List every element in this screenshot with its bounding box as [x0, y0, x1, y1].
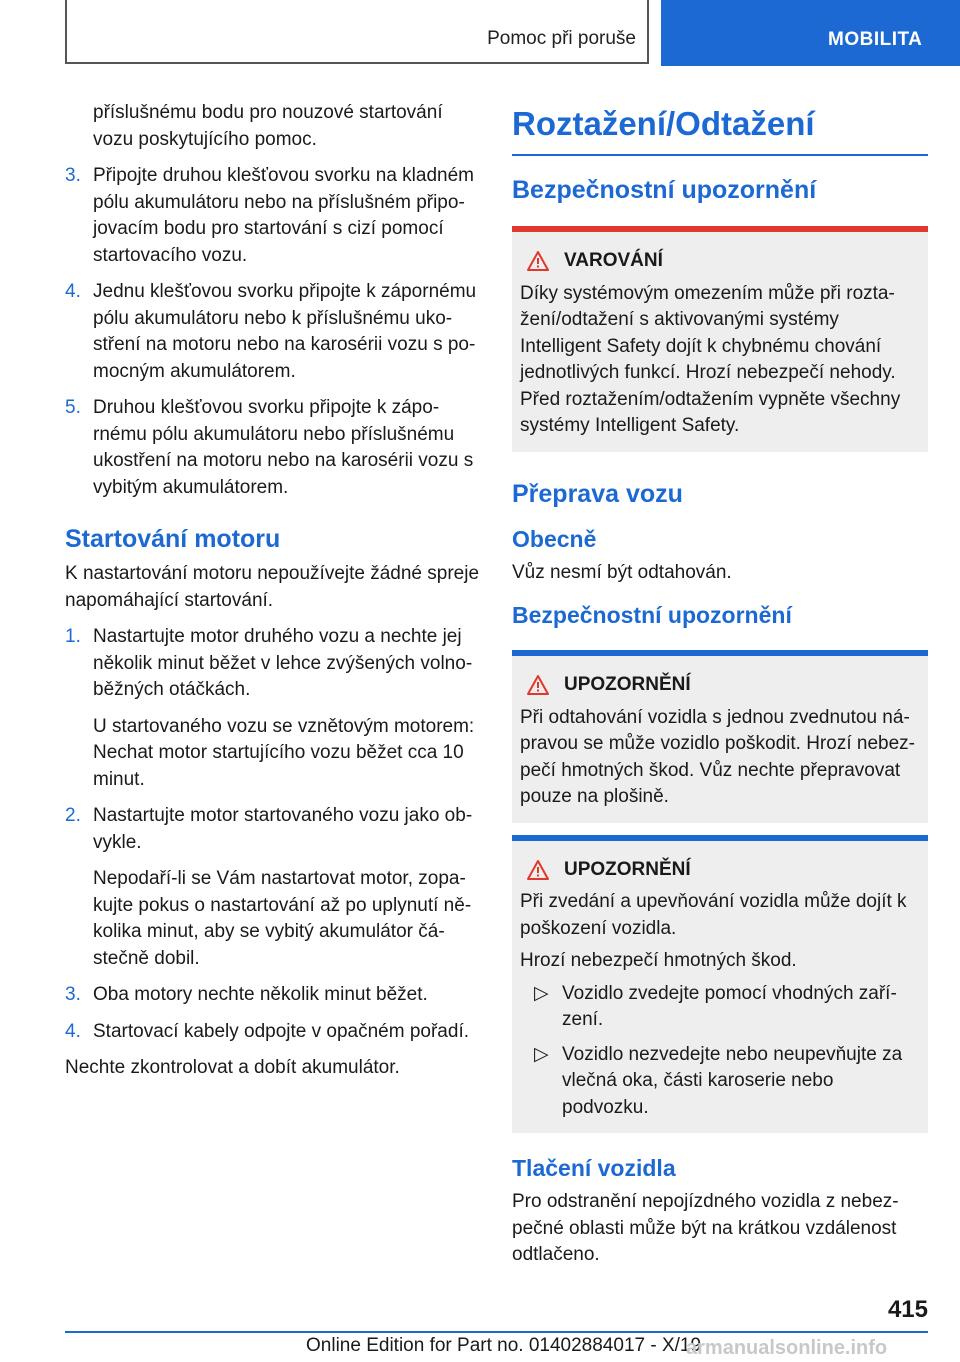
step-number: 3. [65, 984, 81, 1005]
notice-label: UPOZORNĚNÍ [564, 858, 691, 880]
warning-triangle-icon [526, 674, 550, 696]
intro-text: příslušnému bodu pro nouzové startování vozu poskytujícího pomoc. [93, 102, 443, 150]
general-text: Vůz nesmí být odtahován. [512, 561, 732, 583]
list-item [520, 981, 920, 1034]
notice-text: Hrozí nebezpečí hmotných škod. [520, 950, 797, 971]
closing-text: Nechte zkontrolovat a dobít akumulátor. [65, 1057, 400, 1078]
warning-box [512, 226, 928, 452]
page-header [0, 0, 960, 66]
footer-divider [65, 1331, 928, 1333]
list-item [65, 279, 480, 385]
left-column [65, 100, 480, 1092]
step-text: Připojte druhou klešťovou svorku na kladném pólu akumulátoru nebo na příslušném připojovacím bodu pro startování s cizí pomocí startovacího vozu. [93, 165, 475, 266]
step-number: 4. [65, 281, 81, 302]
step-extra: Nepodaří-li se Vám nastartovat motor, zopakujte pokus o nastartování až po uplynutí několika minut, aby se vybitý akumulátor částečně dobil. [93, 868, 472, 969]
notice-title [520, 672, 920, 699]
warning-triangle-icon [526, 250, 550, 272]
list-item [65, 982, 480, 1009]
bullet-text: Vozidlo nezvedejte nebo neupevňujte za vlečná oka, části karoserie nebo podvozku. [562, 1043, 903, 1118]
subheading-safety: Bezpečnostní upozornění [512, 602, 792, 628]
step-text: Oba motory nechte několik minut běžet. [93, 984, 428, 1005]
step-number: 5. [65, 397, 81, 418]
list-item [65, 1019, 480, 1046]
push-text: Pro odstranění nepojízdného vozidla z nebezpečné oblasti může být na krátkou vzdálenost odtlačeno. [512, 1191, 899, 1265]
list-item [65, 395, 480, 501]
warning-label: VAROVÁNÍ [564, 250, 663, 271]
step-text: Nastartujte motor startovaného vozu jako obvykle. [93, 805, 473, 853]
step-number: 1. [65, 626, 81, 647]
notice-text: Při odtahování vozidla s jednou zvednutou nápravou se může vozidlo poškodit. Hrozí nebezpečí hmotných škod. Vůz nechte přepravovat pouze na plošině. [520, 706, 915, 807]
section-title: Pomoc při poruše [487, 28, 636, 49]
step-text: Nastartujte motor druhého vozu a nechte jej několik minut běžet v lehce zvýšených volnoběžných otáčkách. [93, 626, 473, 700]
subheading-general: Obecně [512, 525, 597, 552]
step-number: 3. [65, 165, 81, 186]
page-title: Roztažení/Odtažení [512, 102, 928, 156]
notice-box [512, 650, 928, 823]
warning-triangle-icon [526, 859, 550, 881]
list-item [65, 624, 480, 704]
notice-text: Při zvedání a upevňování vozidla může dojít k poškození vozidla. [520, 891, 907, 939]
subheading-pushing: Tlačení vozidla [512, 1155, 676, 1181]
chapter-tab[interactable] [661, 0, 960, 66]
page-number: 415 [887, 1296, 928, 1323]
list-item [520, 1042, 920, 1122]
warning-title [520, 248, 920, 275]
bullet-text: Vozidlo zvedejte pomocí vhodných zařízení. [562, 982, 897, 1030]
step-text: Druhou klešťovou svorku připojte k zápornému pólu akumulátoru nebo příslušnému ukostření na motoru nebo na karosérii vozu s vybitým akumulátorem. [93, 397, 474, 498]
section-heading-start: Startování motoru [65, 525, 281, 553]
bullet-triangle-icon: ▷ [534, 982, 549, 1004]
edition-text: Online Edition for Part no. 01402884017 - X/19 [306, 1335, 702, 1356]
step-text: Startovací kabely odpojte v opačném pořadí. [93, 1020, 470, 1042]
chapter-tab-label: MOBILITA [828, 29, 923, 50]
watermark: armanualsonline.info [686, 1337, 888, 1359]
warning-text: Díky systémovým omezením může při roztažení/odtažení s aktivovanými systémy Intelligent Safety dojít k chybnému chování jednotlivých funkcí. Hrozí nebezpečí nehody. Před roztažením/odtažením vypněte všechny systémy Intelligent Safety. [520, 282, 901, 436]
section-heading-safety: Bezpečnostní upozornění [512, 176, 817, 204]
section-heading-transport: Přeprava vozu [512, 479, 683, 508]
step-text: Jednu klešťovou svorku připojte k zápornému pólu akumulátoru nebo k příslušnému ukostření na motoru nebo na karosérii vozu s pomocným akumulátorem. [93, 281, 477, 382]
list-item [65, 163, 480, 269]
lead-text: K nastartování motoru nepoužívejte žádné spreje napomáhající startování. [65, 563, 480, 611]
right-column [512, 100, 928, 1279]
list-item [65, 803, 480, 856]
step-extra: U startovaného vozu se vznětovým motorem: Nechat motor startujícího vozu běžet cca 10 minut. [93, 715, 475, 790]
notice-label: UPOZORNĚNÍ [564, 674, 691, 695]
step-number: 4. [65, 1020, 81, 1042]
notice-box [512, 835, 928, 1134]
bullet-triangle-icon: ▷ [534, 1043, 549, 1065]
notice-title [520, 857, 920, 884]
step-number: 2. [65, 805, 81, 826]
